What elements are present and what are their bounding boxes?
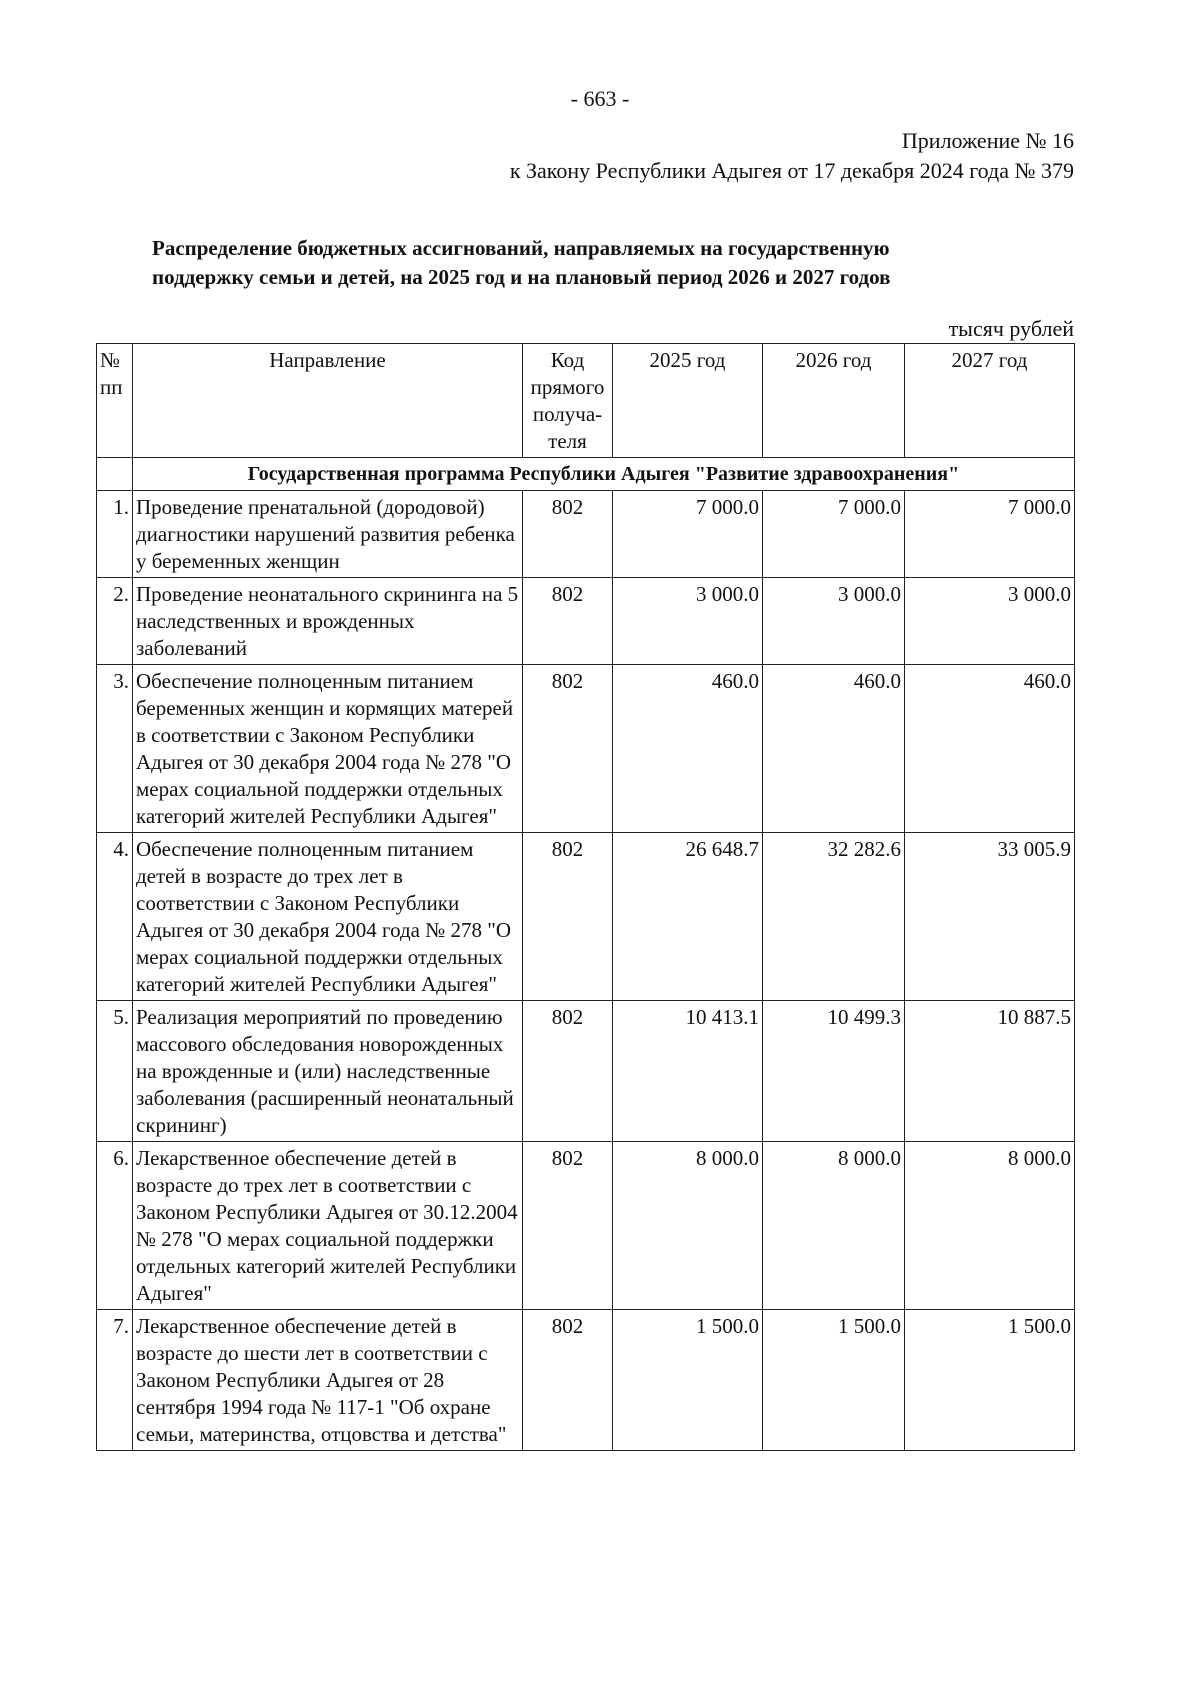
row-value-2026: 7 000.0 [763,491,905,578]
appendix-reference [510,126,1074,186]
table-row [97,578,1075,665]
row-value-2026: 8 000.0 [763,1142,905,1310]
row-value-2027: 10 887.5 [905,1001,1075,1142]
row-value-2025: 8 000.0 [613,1142,763,1310]
program-row [97,458,1075,491]
row-number: 4. [97,833,133,1001]
table-row [97,491,1075,578]
row-value-2027: 33 005.9 [905,833,1075,1001]
header-2025: 2025 год [613,344,763,458]
row-code: 802 [523,1142,613,1310]
row-number: 3. [97,665,133,833]
row-direction: Обеспечение полноценным питанием детей в возрасте до трех лет в соответствии с Законом Республики Адыгея от 30 декабря 2004 года № 278 "О мерах социальной поддержки отдельных категорий жителей Республики Адыгея" [133,833,523,1001]
row-value-2025: 460.0 [613,665,763,833]
header-number [97,344,133,458]
row-value-2025: 26 648.7 [613,833,763,1001]
row-number: 2. [97,578,133,665]
row-code: 802 [523,578,613,665]
table-row [97,1310,1075,1451]
row-value-2025: 10 413.1 [613,1001,763,1142]
table-row [97,665,1075,833]
row-direction: Лекарственное обеспечение детей в возрасте до шести лет в соответствии с Законом Республики Адыгея от 28 сентября 1994 года № 117-1 "Об охране семьи, материнства, отцовства и детства" [133,1310,523,1451]
row-value-2025: 7 000.0 [613,491,763,578]
row-number: 5. [97,1001,133,1142]
row-value-2026: 460.0 [763,665,905,833]
row-direction: Реализация мероприятий по проведению массового обследования новорожденных на врожденные и (или) наследственные заболевания (расширенный неонатальный скрининг) [133,1001,523,1142]
row-value-2025: 3 000.0 [613,578,763,665]
program-row-number [97,458,133,491]
header-2026: 2026 год [763,344,905,458]
document-title-line-2: поддержку семьи и детей, на 2025 год и на плановый период 2026 и 2027 годов [152,265,891,289]
row-value-2026: 10 499.3 [763,1001,905,1142]
row-code: 802 [523,833,613,1001]
budget-table [96,343,1075,1451]
row-value-2026: 1 500.0 [763,1310,905,1451]
header-number-line-2: пп [100,375,123,399]
row-value-2027: 3 000.0 [905,578,1075,665]
appendix-line-1: Приложение № 16 [901,128,1074,153]
table-row [97,833,1075,1001]
appendix-line-2: к Закону Республики Адыгея от 17 декабря 2024 года № 379 [509,158,1074,183]
row-value-2027: 7 000.0 [905,491,1075,578]
header-code-line-2: прямого [530,375,605,399]
row-code: 802 [523,491,613,578]
units-label: тысяч рублей [948,316,1074,341]
row-number: 6. [97,1142,133,1310]
table-row [97,1001,1075,1142]
header-code-line-1: Код [550,348,585,372]
header-direction: Направление [133,344,523,458]
row-value-2025: 1 500.0 [613,1310,763,1451]
row-value-2027: 8 000.0 [905,1142,1075,1310]
table-header-row [97,344,1075,458]
program-title: Государственная программа Республики Адыгея "Развитие здравоохранения" [133,458,1075,491]
row-code: 802 [523,665,613,833]
row-code: 802 [523,1001,613,1142]
row-direction: Проведение неонатального скрининга на 5 наследственных и врожденных заболеваний [133,578,523,665]
row-code: 802 [523,1310,613,1451]
row-number: 1. [97,491,133,578]
row-value-2027: 460.0 [905,665,1075,833]
header-number-line-1: № [100,348,121,372]
header-code-line-4: теля [548,429,587,453]
header-code-line-3: получа- [532,402,603,426]
row-value-2027: 1 500.0 [905,1310,1075,1451]
row-number: 7. [97,1310,133,1451]
row-direction: Лекарственное обеспечение детей в возрасте до трех лет в соответствии с Законом Республики Адыгея от 30.12.2004 № 278 "О мерах социальной поддержки отдельных категорий жителей Республики Адыгея" [133,1142,523,1310]
row-value-2026: 32 282.6 [763,833,905,1001]
document-title [152,234,1052,292]
header-code [523,344,613,458]
table-row [97,1142,1075,1310]
row-value-2026: 3 000.0 [763,578,905,665]
row-direction: Проведение пренатальной (дородовой) диагностики нарушений развития ребенка у беременных женщин [133,491,523,578]
header-2027: 2027 год [905,344,1075,458]
row-direction: Обеспечение полноценным питанием беременных женщин и кормящих матерей в соответствии с Законом Республики Адыгея от 30 декабря 2004 года № 278 "О мерах социальной поддержки отдельных категорий жителей Республики Адыгея" [133,665,523,833]
page-number: - 663 - [570,86,630,111]
document-title-line-1: Распределение бюджетных ассигнований, направляемых на государственную [152,236,890,260]
